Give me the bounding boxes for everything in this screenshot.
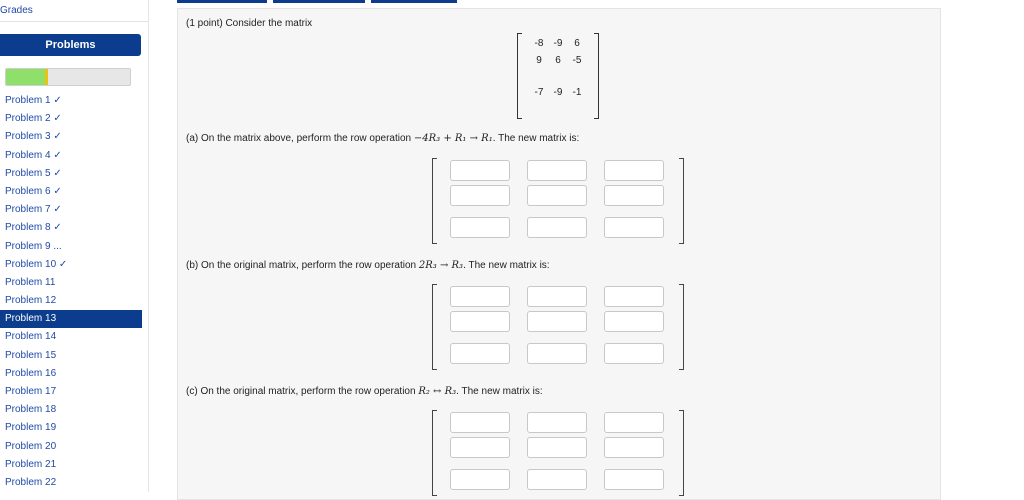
part-a-prompt bbox=[186, 133, 579, 144]
problem-intro: (1 point) Consider the matrix bbox=[186, 18, 313, 29]
sidebar-problem-link[interactable]: Problem 14 bbox=[5, 331, 57, 343]
answer-input[interactable] bbox=[450, 412, 510, 433]
answer-bracket-right bbox=[679, 284, 684, 370]
sidebar-problem-link[interactable]: Problem 17 bbox=[5, 386, 57, 397]
answer-input[interactable] bbox=[450, 185, 510, 206]
part-a-operation: −4R₃ + R₁ → R₁ bbox=[413, 133, 493, 144]
sidebar-problem-link[interactable]: Problem 11 bbox=[5, 276, 56, 288]
part-b-operation: 2R₃ → R₃ bbox=[418, 260, 464, 271]
answer-bracket-left bbox=[432, 158, 437, 244]
part-a-suffix: . The new matrix is: bbox=[492, 133, 580, 144]
matrix-cell: -5 bbox=[572, 55, 582, 66]
sidebar-problem-link[interactable]: Problem 9 ... bbox=[5, 240, 62, 252]
part-c-operation: R₂ ↔ R₃ bbox=[418, 386, 457, 397]
answer-input[interactable] bbox=[604, 469, 664, 490]
answer-input[interactable] bbox=[527, 286, 587, 307]
answer-input[interactable] bbox=[604, 412, 664, 433]
part-c-suffix: . The new matrix is: bbox=[456, 386, 543, 397]
sidebar-problem-link[interactable]: Problem 12 bbox=[5, 295, 57, 307]
answer-input[interactable] bbox=[450, 160, 510, 181]
answer-input[interactable] bbox=[604, 286, 664, 307]
answer-bracket-right bbox=[679, 158, 684, 244]
tab-indicator bbox=[371, 0, 457, 3]
problem-list bbox=[0, 92, 142, 492]
sidebar bbox=[0, 0, 149, 492]
matrix-cell: -9 bbox=[553, 38, 563, 49]
sidebar-problem-link[interactable]: Problem 10 ✓ bbox=[5, 258, 68, 270]
sidebar-problem-link[interactable]: Problem 7 ✓ bbox=[5, 204, 62, 216]
matrix-cell: 6 bbox=[574, 38, 580, 49]
sidebar-problem-link[interactable]: Problem 13 bbox=[0, 310, 142, 328]
progress-marker bbox=[45, 69, 48, 85]
part-b-suffix: . The new matrix is: bbox=[463, 260, 550, 271]
matrix-bracket-right bbox=[594, 33, 599, 119]
answer-input[interactable] bbox=[527, 160, 587, 181]
answer-input[interactable] bbox=[527, 217, 587, 238]
tab-indicator bbox=[177, 0, 267, 3]
sidebar-problem-link[interactable]: Problem 4 ✓ bbox=[5, 149, 62, 161]
matrix-cell: -8 bbox=[534, 38, 544, 49]
answer-bracket-left bbox=[432, 410, 437, 496]
part-b-prefix: (b) On the original matrix, perform the row operation bbox=[186, 260, 419, 271]
answer-input[interactable] bbox=[527, 343, 587, 364]
sidebar-problem-link[interactable]: Problem 2 ✓ bbox=[5, 113, 62, 125]
given-matrix bbox=[517, 33, 599, 119]
grades-link[interactable]: Grades bbox=[0, 5, 33, 16]
sidebar-problem-link[interactable]: Problem 1 ✓ bbox=[5, 95, 62, 106]
matrix-cell: -1 bbox=[572, 87, 582, 98]
sidebar-problem-link[interactable]: Problem 8 ✓ bbox=[5, 222, 62, 234]
matrix-bracket-left bbox=[517, 33, 522, 119]
sidebar-problem-link[interactable]: Problem 19 bbox=[5, 422, 57, 434]
sidebar-problem-link[interactable]: Problem 15 bbox=[5, 349, 57, 361]
divider bbox=[0, 21, 148, 22]
answer-input[interactable] bbox=[604, 185, 664, 206]
answer-input[interactable] bbox=[527, 412, 587, 433]
answer-input[interactable] bbox=[450, 437, 510, 458]
answer-input[interactable] bbox=[604, 437, 664, 458]
problem-panel bbox=[177, 8, 941, 500]
sidebar-problem-link[interactable]: Problem 5 ✓ bbox=[5, 167, 62, 179]
matrix-cell: 6 bbox=[555, 55, 561, 66]
sidebar-problem-link[interactable]: Problem 3 ✓ bbox=[5, 131, 62, 143]
answer-bracket-right bbox=[679, 410, 684, 496]
matrix-cell: 9 bbox=[536, 55, 542, 66]
sidebar-problem-link[interactable]: Problem 16 bbox=[5, 367, 57, 379]
tab-indicator bbox=[273, 0, 365, 3]
answer-input[interactable] bbox=[604, 217, 664, 238]
answer-input[interactable] bbox=[604, 160, 664, 181]
answer-input[interactable] bbox=[450, 311, 510, 332]
answer-input[interactable] bbox=[604, 311, 664, 332]
part-c-prompt bbox=[186, 386, 543, 397]
answer-input[interactable] bbox=[527, 469, 587, 490]
part-c-prefix: (c) On the original matrix, perform the row operation bbox=[186, 386, 419, 397]
answer-input[interactable] bbox=[527, 311, 587, 332]
answer-input[interactable] bbox=[450, 469, 510, 490]
part-a-prefix: (a) On the matrix above, perform the row operation bbox=[186, 133, 414, 144]
sidebar-problem-link[interactable]: Problem 18 bbox=[5, 404, 57, 416]
answer-input[interactable] bbox=[527, 185, 587, 206]
progress-fill bbox=[6, 69, 48, 85]
progress-bar bbox=[5, 68, 131, 86]
sidebar-problem-link[interactable]: Problem 22 bbox=[5, 476, 57, 488]
sidebar-problem-link[interactable]: Problem 6 ✓ bbox=[5, 185, 62, 197]
sidebar-problem-link[interactable]: Problem 20 bbox=[5, 440, 57, 452]
answer-input[interactable] bbox=[527, 437, 587, 458]
answer-input[interactable] bbox=[450, 286, 510, 307]
matrix-cell: -7 bbox=[534, 87, 544, 98]
answer-input[interactable] bbox=[450, 217, 510, 238]
part-b-prompt bbox=[186, 260, 550, 271]
answer-bracket-left bbox=[432, 284, 437, 370]
answer-input[interactable] bbox=[604, 343, 664, 364]
problems-button[interactable]: Problems bbox=[0, 34, 141, 56]
answer-input[interactable] bbox=[450, 343, 510, 364]
matrix-cell: -9 bbox=[553, 87, 563, 98]
sidebar-problem-link[interactable]: Problem 21 bbox=[5, 458, 57, 470]
